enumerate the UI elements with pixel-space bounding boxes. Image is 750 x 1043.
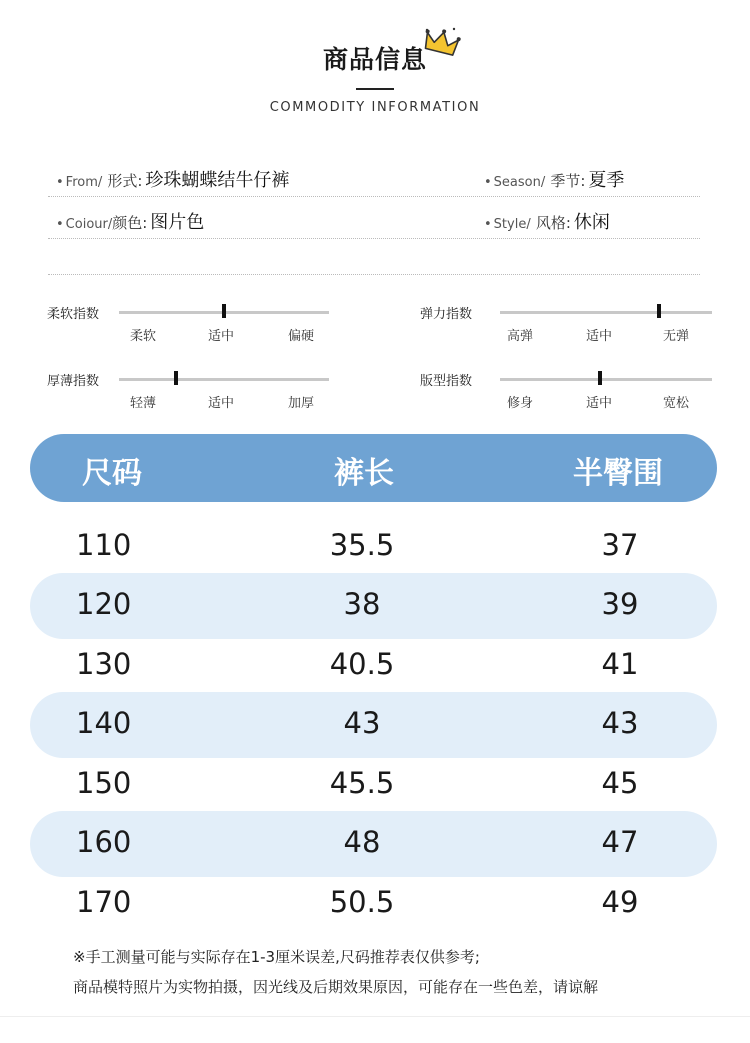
cell-size: 170 — [76, 885, 132, 919]
cell-length: 50.5 — [329, 885, 395, 919]
cell-length: 38 — [343, 587, 381, 621]
info-cn-label: 形式: — [107, 172, 143, 190]
info-season — [484, 166, 624, 192]
index-thumb — [174, 371, 178, 385]
index-softness — [47, 303, 337, 343]
bullet: • — [484, 175, 492, 190]
section-title — [323, 40, 427, 76]
cell-length: 40.5 — [329, 647, 395, 681]
info-cn-label: 季节: — [550, 172, 586, 190]
table-row — [30, 692, 717, 758]
info-row-2 — [48, 199, 700, 239]
cell-hip: 47 — [601, 825, 639, 859]
section-header — [0, 40, 750, 115]
cell-length: 43 — [343, 706, 381, 740]
index-tick: 加厚 — [287, 396, 315, 411]
table-row — [30, 633, 717, 699]
index-fit — [420, 370, 720, 410]
title-divider — [356, 88, 394, 90]
index-tick: 适中 — [207, 329, 235, 344]
index-thickness — [47, 370, 337, 410]
info-en-label: Season/ — [493, 175, 546, 190]
info-value: 夏季 — [588, 170, 625, 191]
index-label: 弹力指数 — [420, 307, 473, 322]
cell-size: 120 — [76, 587, 132, 621]
cell-hip: 41 — [601, 647, 639, 681]
cell-hip: 39 — [601, 587, 639, 621]
note-measurement: ※手工测量可能与实际存在1-3厘米误差,尺码推荐表仅供参考; — [73, 948, 480, 966]
index-thumb — [598, 371, 602, 385]
info-divider — [48, 274, 700, 275]
index-elasticity — [420, 303, 720, 343]
info-row-1 — [48, 157, 700, 197]
cell-hip: 49 — [601, 885, 639, 919]
table-row — [30, 811, 717, 877]
cell-length: 48 — [343, 825, 381, 859]
title-cn-text: 商品信息 — [322, 45, 427, 74]
header-length: 裤长 — [334, 456, 394, 491]
cell-size: 140 — [76, 706, 132, 740]
size-table-header — [30, 434, 717, 502]
index-track — [119, 378, 329, 381]
info-value: 图片色 — [150, 212, 205, 233]
bullet: • — [484, 217, 492, 232]
index-tick: 柔软 — [129, 329, 157, 344]
cell-hip: 45 — [601, 766, 639, 800]
index-tick: 轻薄 — [129, 396, 157, 411]
cell-size: 110 — [76, 528, 132, 562]
index-label: 版型指数 — [420, 374, 473, 389]
cell-size: 150 — [76, 766, 132, 800]
cell-length: 35.5 — [329, 528, 395, 562]
note-color-difference: 商品模特照片为实物拍摄，因光线及后期效果原因，可能存在一些色差，请谅解 — [73, 978, 599, 996]
bullet: • — [56, 217, 64, 232]
index-track — [500, 378, 712, 381]
index-tick: 高弹 — [506, 329, 534, 344]
index-tick: 无弹 — [662, 329, 690, 344]
index-tick: 修身 — [506, 396, 534, 411]
table-row — [30, 514, 717, 580]
header-size: 尺码 — [82, 456, 142, 491]
index-thumb — [657, 304, 661, 318]
table-row — [30, 871, 717, 937]
info-value: 休闲 — [573, 212, 610, 233]
index-label: 柔软指数 — [47, 307, 100, 322]
index-tick: 适中 — [207, 396, 235, 411]
bullet: • — [56, 175, 64, 190]
info-en-label: From/ — [65, 175, 103, 190]
table-row — [30, 573, 717, 639]
index-label: 厚薄指数 — [47, 374, 100, 389]
info-en-label: Style/ — [493, 217, 531, 232]
title-en-text: COMMODITY INFORMATION — [269, 100, 481, 115]
cell-hip: 37 — [601, 528, 639, 562]
index-tick: 宽松 — [662, 396, 690, 411]
info-cn-label: 风格: — [535, 214, 571, 232]
header-hip: 半臀围 — [573, 456, 663, 491]
info-en-label: Coiour/ — [65, 217, 113, 232]
cell-hip: 43 — [601, 706, 639, 740]
info-form — [56, 166, 289, 192]
info-value: 珍珠蝴蝶结牛仔裤 — [145, 170, 290, 191]
table-row — [30, 752, 717, 818]
bottom-divider — [0, 1016, 750, 1017]
cell-length: 45.5 — [329, 766, 395, 800]
index-tick: 适中 — [585, 396, 613, 411]
info-cn-label: 颜色: — [112, 214, 148, 232]
index-thumb — [222, 304, 226, 318]
info-style — [484, 208, 610, 234]
index-track — [500, 311, 712, 314]
cell-size: 130 — [76, 647, 132, 681]
index-tick: 适中 — [585, 329, 613, 344]
index-tick: 偏硬 — [287, 329, 315, 344]
info-colour — [56, 208, 204, 234]
cell-size: 160 — [76, 825, 132, 859]
crown-icon — [421, 26, 461, 60]
